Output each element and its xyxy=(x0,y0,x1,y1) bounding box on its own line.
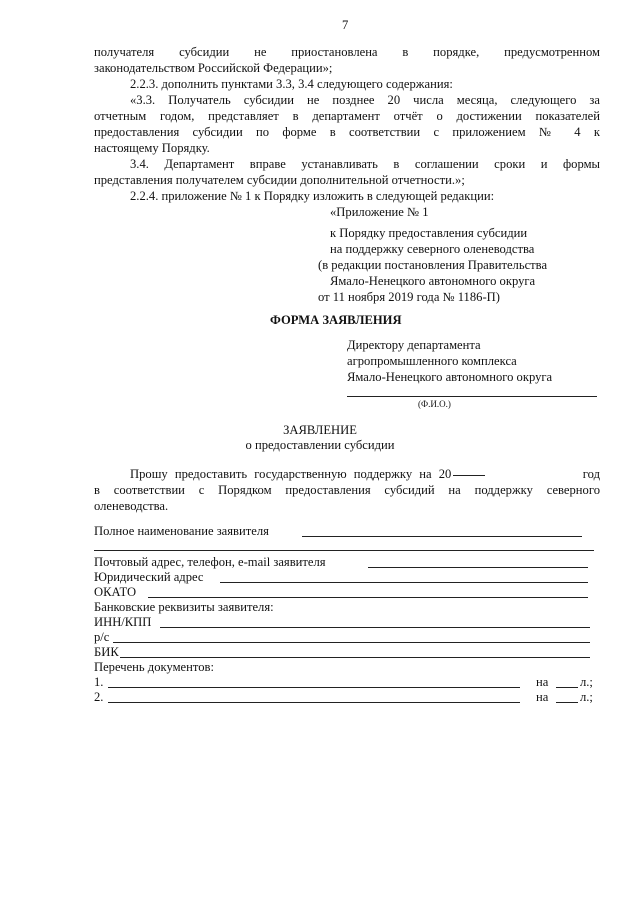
statement-p1-start: Прошу предоставить государственную поддержку на 20 xyxy=(130,467,452,481)
account-field[interactable] xyxy=(113,642,590,643)
postal-field[interactable] xyxy=(368,567,588,568)
body-line-4: «3.3. Получатель субсидии не позднее 20 числа месяца, следующего за xyxy=(130,93,600,107)
fio-line[interactable] xyxy=(347,396,597,397)
bik-field[interactable] xyxy=(120,657,590,658)
account-label: р/с xyxy=(94,630,110,644)
documents-label: Перечень документов: xyxy=(94,660,214,674)
doc-2-field[interactable] xyxy=(108,702,520,703)
statement-p1-end: год xyxy=(582,467,600,481)
full-name-field[interactable] xyxy=(302,536,582,537)
body-line-10: 2.2.4. приложение № 1 к Порядку изложить в следующей редакции: xyxy=(130,189,495,203)
okato-field[interactable] xyxy=(148,597,588,598)
bank-label: Банковские реквизиты заявителя: xyxy=(94,600,274,614)
legal-address-label: Юридический адрес xyxy=(94,570,204,584)
doc-2-number: 2. xyxy=(94,690,104,704)
appendix-line-1: к Порядку предоставления субсидии xyxy=(330,226,528,240)
doc-1-pages-field[interactable] xyxy=(556,687,578,688)
doc-1-pages-label: л.; xyxy=(580,675,593,689)
form-title: ФОРМА ЗАЯВЛЕНИЯ xyxy=(270,313,402,327)
bik-label: БИК xyxy=(94,645,119,659)
statement-title: ЗАЯВЛЕНИЕ xyxy=(283,423,357,437)
statement-subtitle: о предоставлении субсидии xyxy=(245,438,395,452)
doc-1-on: на xyxy=(536,675,549,689)
legal-address-field[interactable] xyxy=(220,582,588,583)
doc-1-field[interactable] xyxy=(108,687,520,688)
doc-1-number: 1. xyxy=(94,675,104,689)
body-line-3: 2.2.3. дополнить пунктами 3.3, 3.4 следующего содержания: xyxy=(130,77,453,91)
doc-2-pages-field[interactable] xyxy=(556,702,578,703)
page-number: 7 xyxy=(342,18,349,32)
appendix-line-3: (в редакции постановления Правительства xyxy=(318,258,548,272)
body-line-1: получателя субсидии не приостановлена в порядке, предусмотренном xyxy=(94,45,600,59)
appendix-line-5: от 11 ноября 2019 года № 1186-П) xyxy=(318,290,500,304)
statement-line-2: в соответствии с Порядком предоставления субсидий на поддержку северного xyxy=(94,483,600,497)
postal-label: Почтовый адрес, телефон, e-mail заявителя xyxy=(94,555,326,569)
statement-line-1 xyxy=(130,467,600,482)
appendix-title: «Приложение № 1 xyxy=(330,205,429,219)
fio-caption: (Ф.И.О.) xyxy=(418,399,451,409)
inn-label: ИНН/КПП xyxy=(94,615,152,629)
body-line-8: 3.4. Департамент вправе устанавливать в соглашении сроки и формы xyxy=(130,157,600,171)
statement-line-3: оленеводства. xyxy=(94,499,169,513)
full-name-label: Полное наименование заявителя xyxy=(94,524,269,538)
inn-field[interactable] xyxy=(160,627,590,628)
appendix-line-4: Ямало-Ненецкого автономного округа xyxy=(330,274,536,288)
addressee-line-2: агропромышленного комплекса xyxy=(347,354,517,368)
okato-label: ОКАТО xyxy=(94,585,137,599)
doc-2-pages-label: л.; xyxy=(580,690,593,704)
body-line-5: отчетным годом, представляет в департамент отчёт о достижении показателей xyxy=(94,109,600,123)
year-field[interactable] xyxy=(453,475,485,476)
body-line-2: законодательством Российской Федерации»; xyxy=(94,61,333,75)
full-name-field-2[interactable] xyxy=(94,550,594,551)
addressee-line-3: Ямало-Ненецкого автономного округа xyxy=(347,370,553,384)
body-line-6: предоставления субсидии по форме в соответствии с приложением № 4 к xyxy=(94,125,600,139)
body-line-7: настоящему Порядку. xyxy=(94,141,210,155)
doc-2-on: на xyxy=(536,690,549,704)
appendix-line-2: на поддержку северного оленеводства xyxy=(330,242,535,256)
body-line-9: представления получателем субсидии дополнительной отчетности.»; xyxy=(94,173,465,187)
addressee-line-1: Директору департамента xyxy=(347,338,481,352)
